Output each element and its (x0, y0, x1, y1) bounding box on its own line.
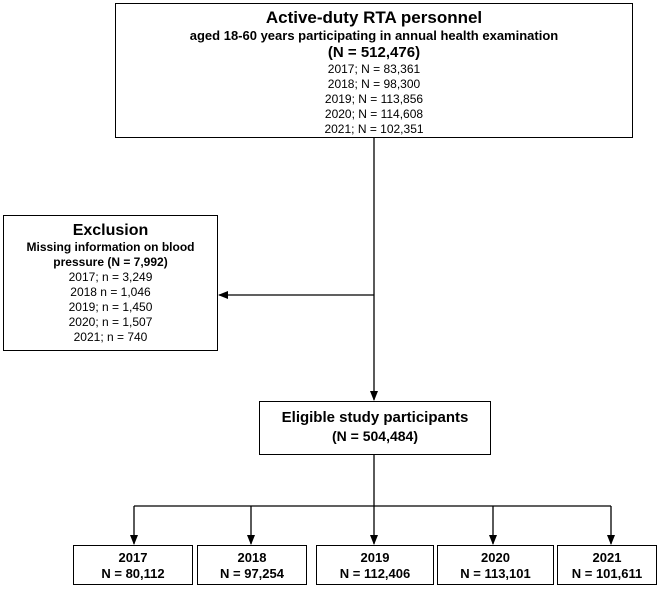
year-count: N = 113,101 (460, 566, 531, 581)
eligible-total: (N = 504,484) (332, 428, 418, 444)
year-label: 2021 (592, 550, 622, 565)
source-year-line: 2021; N = 102,351 (324, 122, 424, 136)
exclusion-box (3, 215, 218, 351)
year-box-2017 (73, 545, 193, 585)
year-label: 2020 (481, 550, 510, 565)
source-year-line: 2017; N = 83,361 (327, 62, 421, 76)
year-box-2020 (437, 545, 554, 585)
source-subtitle: aged 18-60 years participating in annual health examination (189, 28, 559, 43)
source-total: (N = 512,476) (327, 44, 421, 61)
exclusion-title: Exclusion (72, 222, 149, 239)
eligible-title: Eligible study participants (281, 409, 469, 426)
exclusion-year-line: 2019; n = 1,450 (68, 300, 153, 314)
year-label: 2018 (237, 550, 267, 565)
exclusion-reason: Missing information on blood pressure (N = 7,992) (26, 240, 195, 269)
source-title: Active-duty RTA personnel (265, 8, 483, 27)
source-year-line: 2018; N = 98,300 (327, 77, 421, 91)
exclusion-year-line: 2018 n = 1,046 (70, 285, 151, 299)
year-count: N = 97,254 (220, 566, 284, 581)
exclusion-year-line: 2020; n = 1,507 (68, 315, 153, 329)
year-box-2018 (197, 545, 307, 585)
eligible-participants-box (259, 401, 491, 455)
source-population-box (115, 3, 633, 138)
year-box-2021 (557, 545, 657, 585)
source-year-line: 2019; N = 113,856 (324, 92, 424, 106)
exclusion-year-line: 2021; n = 740 (73, 330, 148, 344)
source-year-line: 2020; N = 114,608 (324, 107, 424, 121)
year-count: N = 112,406 (339, 566, 411, 581)
year-count: N = 101,611 (571, 566, 643, 581)
year-count: N = 80,112 (101, 566, 165, 581)
year-label: 2017 (118, 550, 148, 565)
year-label: 2019 (360, 550, 390, 565)
year-box-2019 (316, 545, 434, 585)
exclusion-year-line: 2017; n = 3,249 (68, 270, 153, 284)
